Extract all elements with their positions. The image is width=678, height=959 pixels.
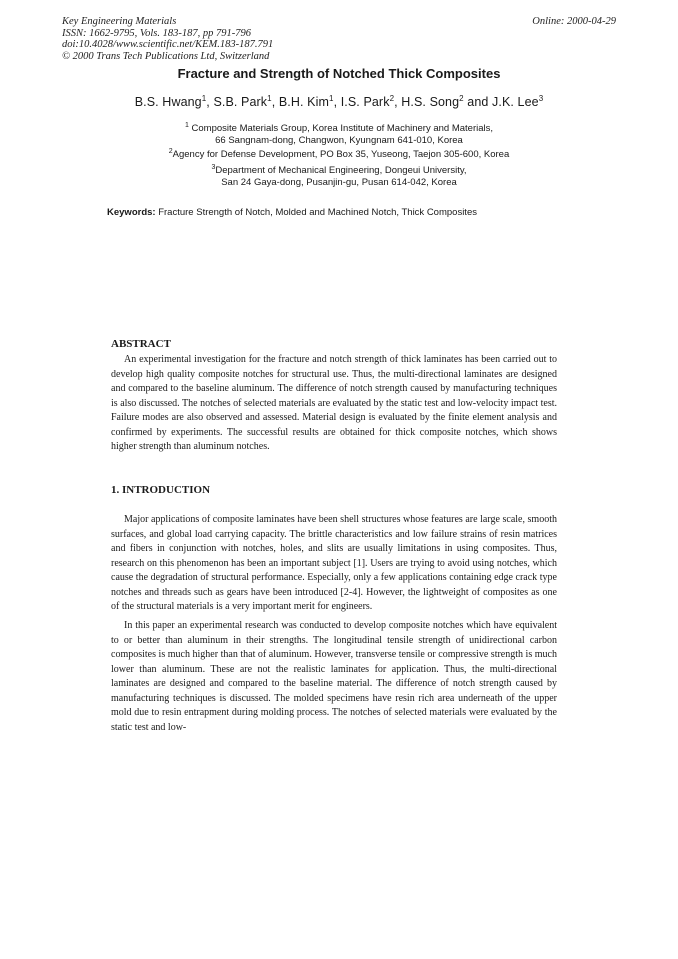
journal-copyright: © 2000 Trans Tech Publications Ltd, Switzerland [62,50,270,62]
affiliation-2 [0,146,678,161]
introduction-heading: 1. INTRODUCTION [111,484,211,496]
author-separator: , [333,95,341,110]
affiliation-number: 2 [168,148,173,155]
journal-issn: ISSN: 1662-9795, Vols. 183-187, pp 791-796 [62,27,251,39]
keywords-text: Fracture Strength of Notch, Molded and Machined Notch, Thick Composites [158,207,477,218]
affiliation-line: 66 Sangnam-dong, Changwon, Kyungnam 641-010, Korea [215,134,463,146]
keywords [107,207,477,218]
author-list [0,94,678,109]
affiliation-line: Composite Materials Group, Korea Institute of Machinery and Materials, [191,123,494,135]
journal-name: Key Engineering Materials [62,16,177,27]
author-name: H.S. Song [401,95,460,110]
author-separator: , [394,95,402,110]
introduction-paragraph-1: Major applications of composite laminates have been shell structures whose features are large scale, smooth surfaces, and global load carrying capacity. The brittle characteristics and low failure strains of resin matrices and fibers in conjunction with notches, holes, and slits are usually limitations in using composites. Thus, research on this phenomenon has been an important subject [1]. Users are trying to avoid using notches, which cause the degradation of structural performance. Especially, only a few applications containing edge crack type notches and threads such as gears have been introduced [2-4]. However, the lightweight of composites as one of the structural materials is a very important merit for engineers. [111,514,557,612]
author-separator: , [206,95,214,110]
journal-info [62,16,442,62]
introduction-paragraph-2: In this paper an experimental research was conducted to develop composite notches which have equivalent to or better than aluminum in their strengths. The longitudinal tensile strength of unidirectional carbon composites is much higher than that of aluminum. However, transverse tensile or compressive strength is much lower than aluminum. These are not the realistic laminates for application. Thus, the multi-directional laminates are designed and compared to the baseline material. The difference of notch strength caused by manufacturing techniques is discussed. The molded specimens have resin rich area underneath of the upper mold due to resin entrapment during molding process. The notches of selected materials were evaluated by the static test and low- [111,620,557,733]
author-name: B.H. Kim [278,95,329,110]
author-name: B.S. Hwang [134,95,202,110]
abstract-heading: ABSTRACT [111,338,171,350]
online-date: Online: 2000-04-29 [532,16,616,27]
author-affiliation-mark: 1 [201,94,207,103]
author-affiliation-mark: 2 [389,94,395,103]
author-name: S.B. Park [213,95,268,110]
affiliation-number: 3 [211,164,216,171]
author-affiliation-mark: 3 [538,94,544,103]
affiliation-line: San 24 Gaya-dong, Pusanjin-gu, Pusan 614-042, Korea [221,176,457,188]
author-affiliation-mark: 2 [459,94,464,103]
keywords-label: Keywords: [107,207,156,218]
author-separator: and [463,95,493,110]
author-name: I.S. Park [340,95,390,110]
paper-title: Fracture and Strength of Notched Thick Composites [177,66,501,81]
affiliation-line: Agency for Defense Development, PO Box 35, Yuseong, Taejon 305-600, Korea [172,149,510,161]
affiliation-line: Department of Mechanical Engineering, Dongeui University, [215,165,467,177]
author-affiliation-mark: 1 [329,94,334,103]
affiliation-3 [0,162,678,188]
author-affiliation-mark: 1 [267,94,272,103]
affiliation-number: 1 [184,122,189,129]
affiliation-1 [0,120,678,146]
journal-doi: doi:10.4028/www.scientific.net/KEM.183-187.791 [62,39,274,50]
abstract-text: An experimental investigation for the fracture and notch strength of thick laminates has been carried out to develop high quality composite notches for structural use. Thus, the multi-directional laminates are designed and compared to the baseline aluminum. The difference of notch strength caused by manufacturing techniques is also discussed. The notches of selected materials are evaluated by the static test and low-velocity impact test. Failure modes are also observed and assessed. Material design is evaluated by the finite element analysis and confirmed by experiments. The successful results are obtained for thick composite notches, which shows higher strength than aluminum notches. [111,354,557,452]
author-separator: , [271,95,279,110]
author-name: J.K. Lee [492,95,539,110]
